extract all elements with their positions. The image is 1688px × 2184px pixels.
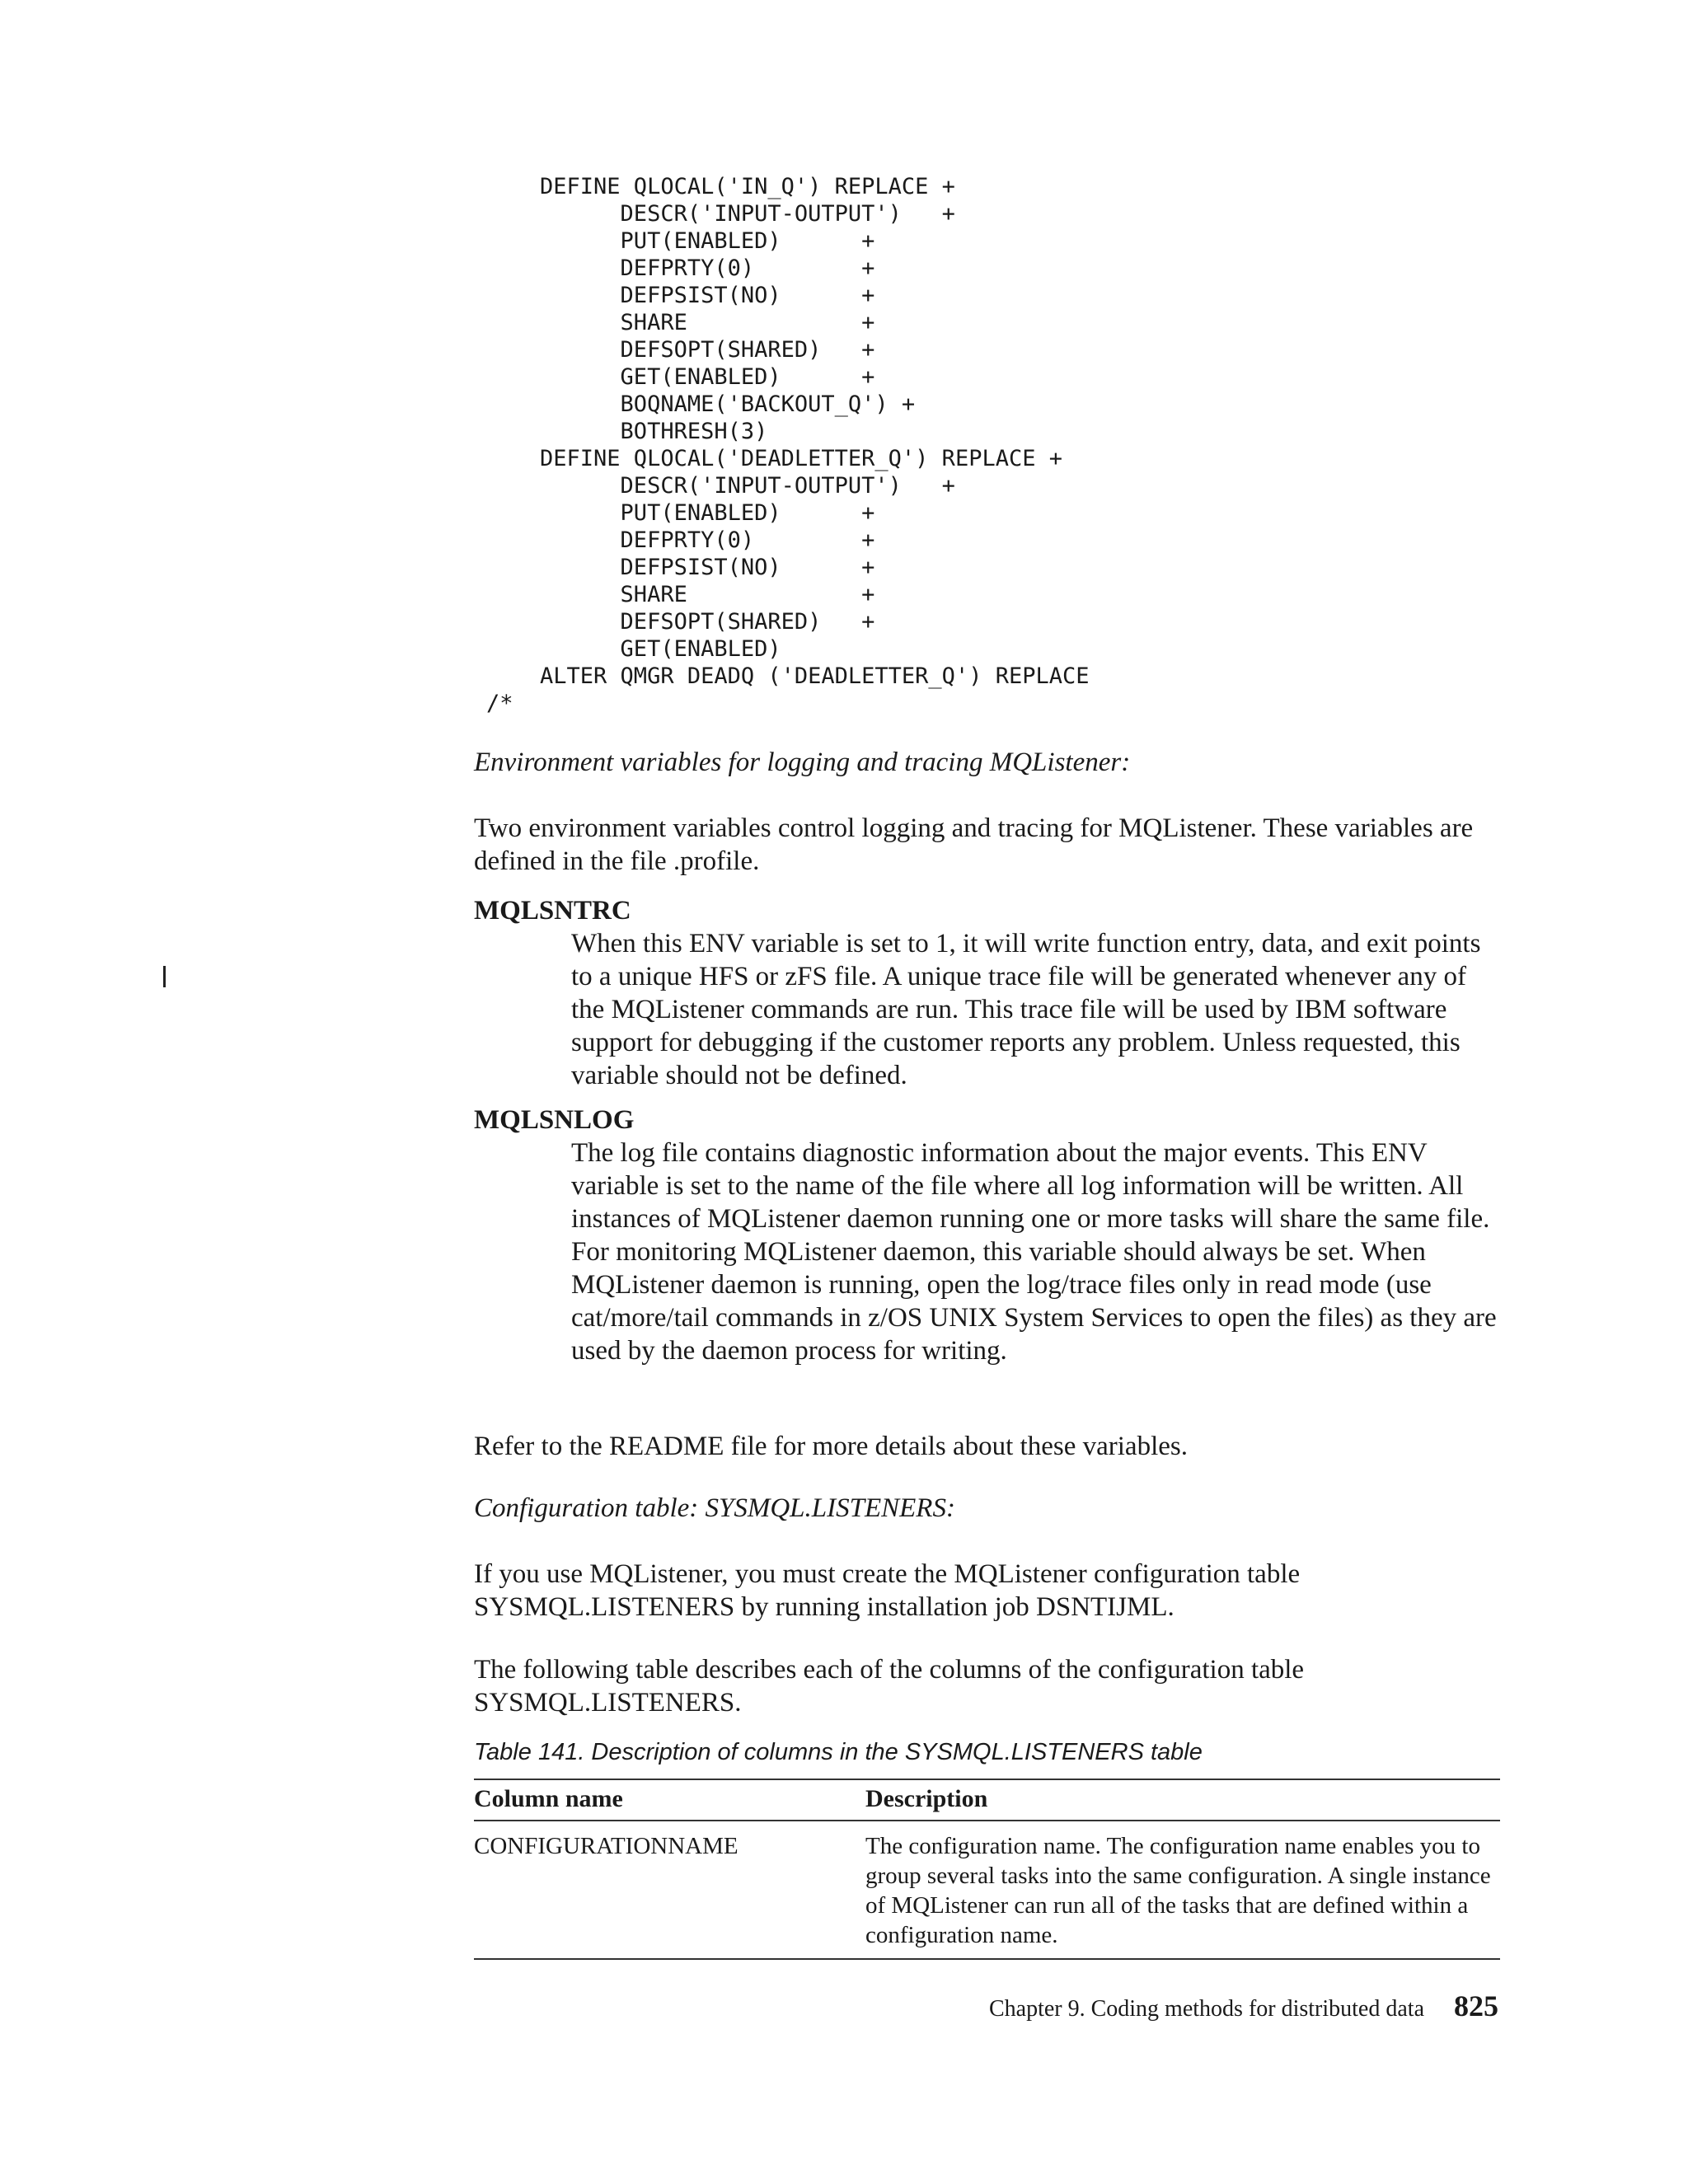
chapter-title: Chapter 9. Coding methods for distributed data <box>988 1996 1424 2022</box>
column-header: Column name <box>474 1779 865 1821</box>
listeners-table <box>474 1779 1500 1960</box>
config-para2: The following table describes each of the columns of the configuration table SYSMQL.LISTENERS. <box>474 1655 1305 1718</box>
table-cell: The configuration name. The configuration name enables you to group several tasks into the same configuration. A single instance of MQListener can run all of the tasks that are defined within a configuration name. <box>865 1833 1491 1948</box>
table-cell: CONFIGURATIONNAME <box>474 1833 738 1859</box>
column-header: Description <box>865 1779 1500 1821</box>
page-footer <box>989 1990 1498 2026</box>
var-description: The log file contains diagnostic information about the major events. This ENV variable is set to the name of the file where all log information will be written. All instances of MQListener daemon running one or more tasks will share the same file. For monitoring MQListener daemon, this variable should always be set. When MQListener daemon is running, open the log/trace files only in read mode (use cat/more/tail commands in z/OS UNIX System Services to open the files) as they are used by the daemon process for writing. <box>571 1138 1497 1366</box>
config-para1: If you use MQListener, you must create the MQListener configuration table SYSMQL.LISTENERS by running installation job DSNTIJML. <box>474 1559 1301 1622</box>
table-caption: Table 141. Description of columns in the SYSMQL.LISTENERS table <box>474 1739 1203 1765</box>
env-heading: Environment variables for logging and tracing MQListener: <box>474 748 1131 777</box>
var-term: MQLSNLOG <box>474 1105 635 1135</box>
table-header-row <box>474 1779 1500 1821</box>
var-description: When this ENV variable is set to 1, it will write function entry, data, and exit points to a unique HFS or zFS file. A unique trace file will be generated whenever any of the MQListener commands are run. This trace file will be used by IBM software support for debugging if the customer reports any problem. Unless requested, this variable should not be defined. <box>571 929 1481 1090</box>
change-bar <box>163 966 166 987</box>
var-list <box>474 894 1500 1367</box>
page-number: 825 <box>1454 1990 1498 2022</box>
readme-text: Refer to the README file for more details about these variables. <box>474 1432 1188 1461</box>
table-wrapper <box>474 1779 1500 1960</box>
config-heading: Configuration table: SYSMQL.LISTENERS: <box>474 1493 955 1523</box>
code-block: DEFINE QLOCAL('IN_Q') REPLACE + DESCR('INPUT-OUTPUT') + PUT(ENABLED) + DEFPRTY(0) + DEFPSIST(NO) + SHARE + DEFSOPT(SHARED) + GET(ENABLED) + BOQNAME('BACKOUT_Q') + BOTHRESH(3) DEFINE QLOCAL('DEADLETTER_Q') REPLACE + DESCR('INPUT-OUTPUT') + PUT(ENABLED) + DEFPRTY(0) + DEFPSIST(NO) + SHARE + DEFSOPT(SHARED) + GET(ENABLED) ALTER QMGR DEADQ ('DEADLETTER_Q') REPLACE /* <box>486 174 1090 716</box>
var-term: MQLSNTRC <box>474 896 631 926</box>
env-intro: Two environment variables control logging and tracing for MQListener. These variables are defined in the file .profile. <box>474 813 1474 876</box>
table-row <box>474 1821 1500 1959</box>
